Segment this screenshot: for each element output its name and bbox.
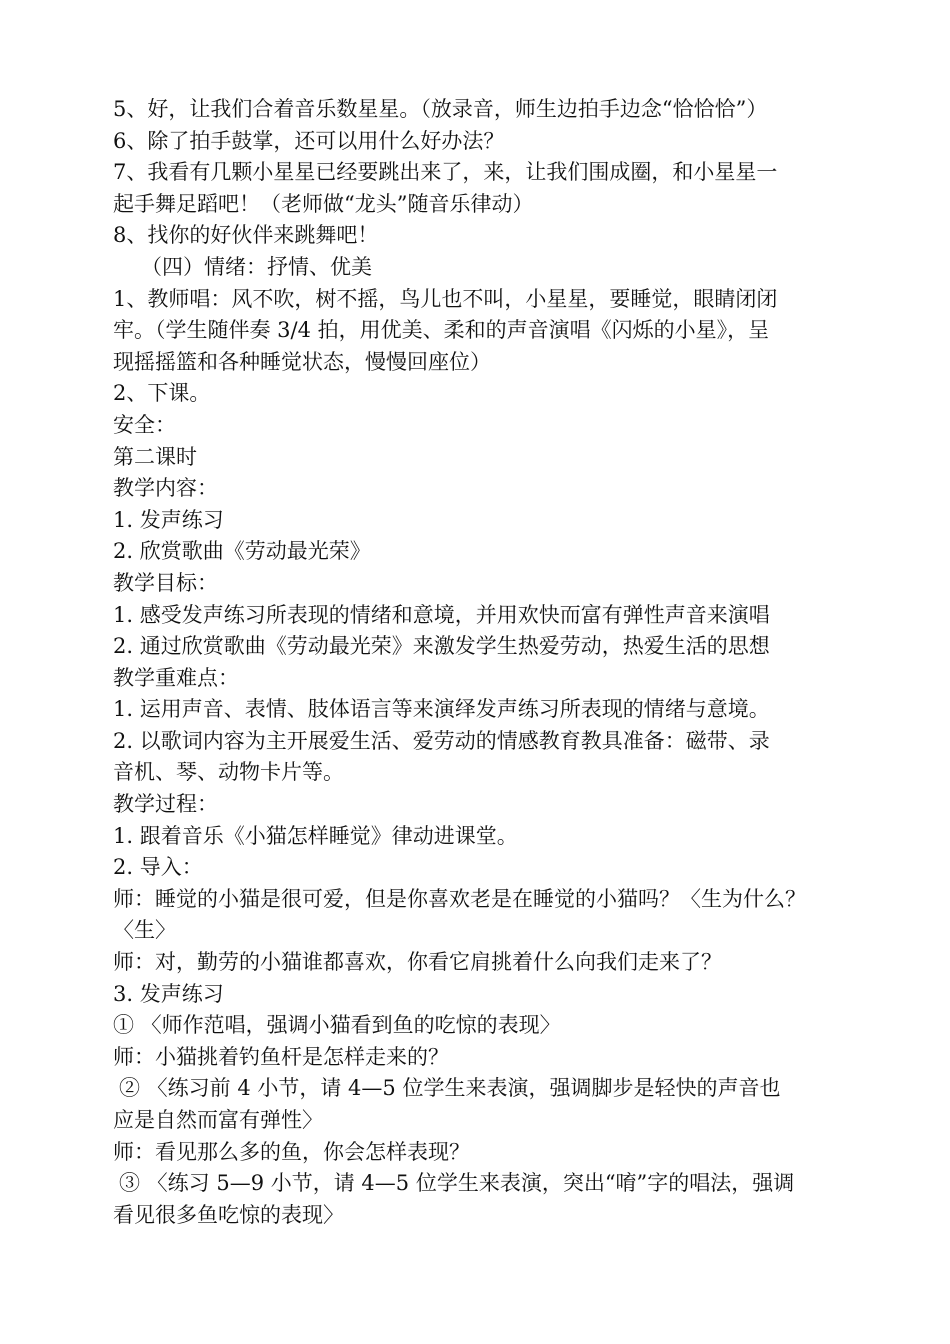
list-item: 2. 导入： (113, 855, 203, 880)
list-item: 2. 以歌词内容为主开展爱生活、爱劳动的情感教育教具准备：磁带、录 (113, 728, 770, 753)
text-line: 师：小猫挑着钓鱼杆是怎样走来的？ (113, 1044, 449, 1069)
list-item: 3. 发声练习 (113, 981, 224, 1006)
text-line: 6、除了拍手鼓掌，还可以用什么好办法？ (113, 128, 505, 153)
list-item: 1. 运用声音、表情、肢体语言等来演绎发声练习所表现的情绪与意境。 (113, 697, 770, 722)
text-line: 师：睡觉的小猫是很可爱，但是你喜欢老是在睡觉的小猫吗？〈生为什么？ (113, 886, 806, 911)
section-label: 教学重难点： (113, 665, 239, 690)
text-line: 8、找你的好伙伴来跳舞吧！ (113, 223, 379, 248)
text-line: 现摇摇篮和各种睡觉状态，慢慢回座位） (113, 349, 491, 374)
text-line: 应是自然而富有弹性〉 (113, 1108, 323, 1132)
text-line: 牢。（学生随伴奏 3/4 拍，用优美、柔和的声音演唱《闪烁的小星》，呈 (113, 318, 770, 343)
text-line: 2、下课。 (113, 381, 211, 406)
section-heading: （四）情绪：抒情、优美 (141, 254, 372, 279)
section-label: 教学内容： (113, 476, 218, 501)
section-label: 教学目标： (113, 570, 218, 595)
text-line: 音机、琴、动物卡片等。 (113, 760, 344, 785)
lesson-heading: 第二课时 (113, 444, 197, 469)
list-item: 2. 通过欣赏歌曲《劳动最光荣》来激发学生热爱劳动，热爱生活的思想 (113, 634, 770, 659)
text-line: 起手舞足蹈吧！（老师做“龙头”随音乐律动） (113, 191, 534, 216)
list-item: 1. 发声练习 (113, 507, 224, 532)
step-line: ① 〈师作范唱，强调小猫看到鱼的吃惊的表现〉 (113, 1013, 561, 1038)
text-line: 1、教师唱：风不吹，树不摇，鸟儿也不叫，小星星，要睡觉，眼睛闭闭 (113, 286, 778, 311)
text-line: 5、好，让我们合着音乐数星星。（放录音，师生边拍手边念“恰恰恰”） (113, 97, 768, 121)
text-line: 师：对，勤劳的小猫谁都喜欢，你看它肩挑着什么向我们走来了？ (113, 950, 722, 975)
step-line: ② 〈练习前 4 小节，请 4—5 位学生来表演，强调脚步是轻快的声音也 (119, 1076, 781, 1101)
list-item: 1. 感受发声练习所表现的情绪和意境，并用欢快而富有弹性声音来演唱 (113, 602, 770, 627)
section-label: 教学过程： (113, 792, 218, 817)
text-line: 7、我看有几颗小星星已经要跳出来了，来，让我们围成圈，和小星星一 (113, 160, 778, 185)
text-line: 师：看见那么多的鱼，你会怎样表现？ (113, 1139, 470, 1164)
document-body (113, 94, 893, 1231)
text-line: 安全： (113, 412, 176, 437)
list-item: 2. 欣赏歌曲《劳动最光荣》 (113, 539, 371, 564)
text-line: 看见很多鱼吃惊的表现〉 (113, 1202, 344, 1227)
list-item: 1. 跟着音乐《小猫怎样睡觉》律动进课堂。 (113, 823, 518, 848)
text-line: 〈生〉 (113, 918, 176, 943)
step-line: ③ 〈练习 5—9 小节，请 4—5 位学生来表演，突出“唷”字的唱法，强调 (119, 1171, 795, 1196)
